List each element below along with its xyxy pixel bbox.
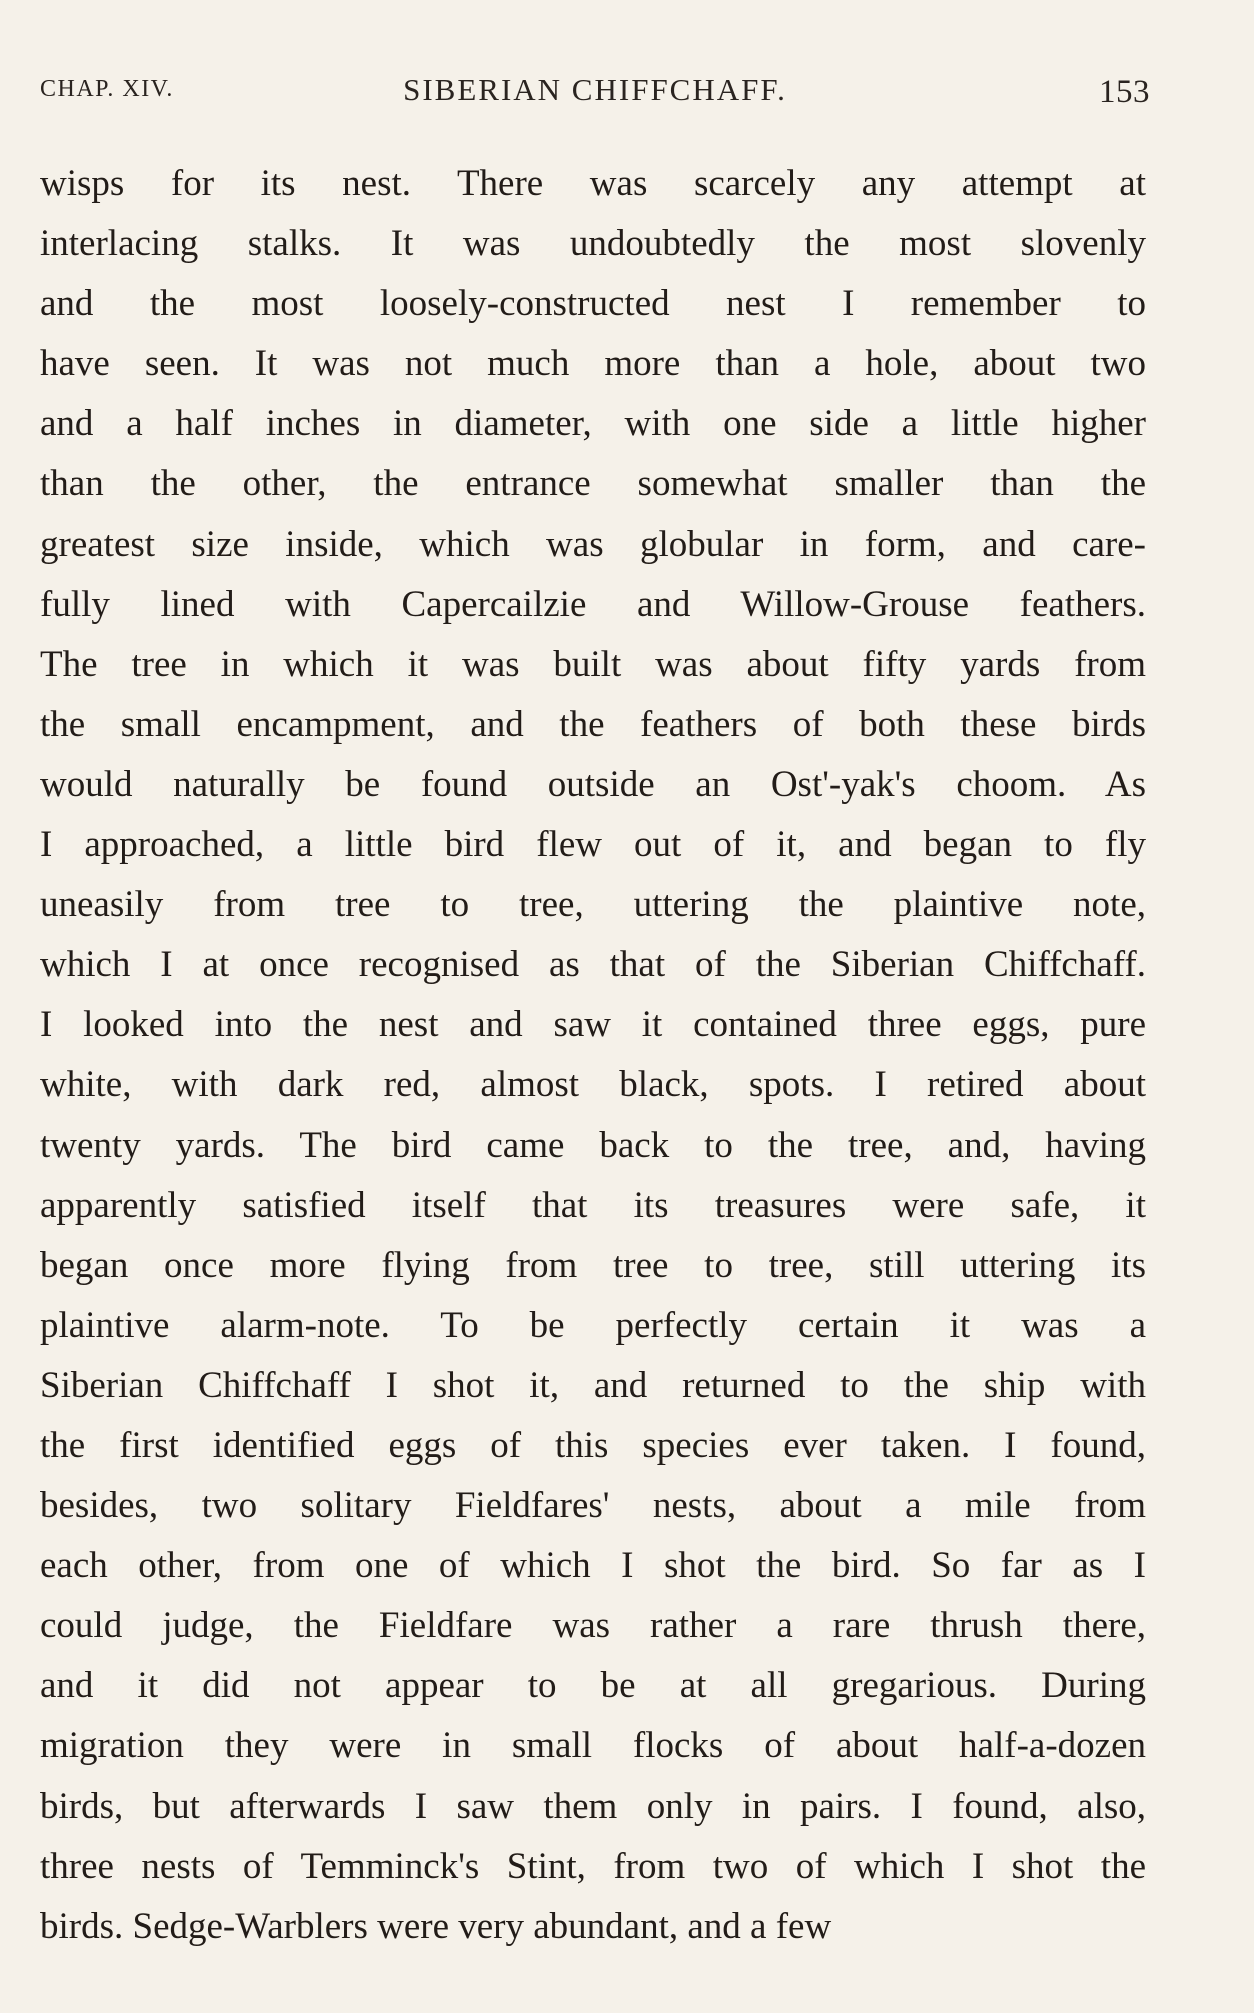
text-line: would naturally be found outside an Ost'-yak's choom. As <box>40 763 1146 805</box>
text-line: and a half inches in diameter, with one side a little higher <box>40 403 1146 445</box>
page-number: 153 <box>1099 74 1150 110</box>
text-line: three nests of Temminck's Stint, from two of which I shot the <box>40 1845 1146 1887</box>
chapter-label: CHAP. XIV. <box>40 76 174 102</box>
text-line: began once more flying from tree to tree, still uttering its <box>40 1244 1146 1286</box>
body-text <box>40 154 1146 1957</box>
text-line: apparently satisfied itself that its treasures were safe, it <box>40 1184 1146 1226</box>
text-line: migration they were in small flocks of about half-a-dozen <box>40 1725 1146 1767</box>
text-line: The tree in which it was built was about fifty yards from <box>40 643 1146 685</box>
text-line: and it did not appear to be at all gregarious. During <box>40 1665 1146 1707</box>
text-line: than the other, the entrance somewhat smaller than the <box>40 463 1146 505</box>
text-line: and the most loosely-constructed nest I remember to <box>40 283 1146 325</box>
running-title: SIBERIAN CHIFFCHAFF. <box>403 72 787 107</box>
text-line: I approached, a little bird flew out of it, and began to fly <box>40 824 1146 866</box>
text-line: besides, two solitary Fieldfares' nests, about a mile from <box>40 1485 1146 1527</box>
text-line: plaintive alarm-note. To be perfectly certain it was a <box>40 1304 1146 1346</box>
text-line: fully lined with Capercailzie and Willow-Grouse feathers. <box>40 583 1146 625</box>
text-line: interlacing stalks. It was undoubtedly the most slovenly <box>40 223 1146 265</box>
text-line: birds, but afterwards I saw them only in pairs. I found, also, <box>40 1785 1146 1827</box>
text-line: twenty yards. The bird came back to the tree, and, having <box>40 1124 1146 1166</box>
text-line: each other, from one of which I shot the bird. So far as I <box>40 1545 1146 1587</box>
text-line: I looked into the nest and saw it contained three eggs, pure <box>40 1004 1146 1046</box>
text-line: uneasily from tree to tree, uttering the plaintive note, <box>40 884 1146 926</box>
running-head <box>40 72 1150 122</box>
text-line: wisps for its nest. There was scarcely any attempt at <box>40 163 1146 204</box>
text-line: the first identified eggs of this species ever taken. I found, <box>40 1424 1146 1466</box>
text-line: greatest size inside, which was globular in form, and care- <box>40 523 1146 565</box>
text-line: could judge, the Fieldfare was rather a rare thrush there, <box>40 1605 1146 1647</box>
text-line: the small encampment, and the feathers of both these birds <box>40 703 1146 745</box>
text-line: white, with dark red, almost black, spots. I retired about <box>40 1064 1146 1106</box>
text-line: have seen. It was not much more than a hole, about two <box>40 343 1146 385</box>
text-line: birds. Sedge-Warblers were very abundant, and a few <box>40 1905 832 1947</box>
text-line: which I at once recognised as that of the Siberian Chiffchaff. <box>40 944 1146 986</box>
text-line: Siberian Chiffchaff I shot it, and returned to the ship with <box>40 1364 1146 1406</box>
